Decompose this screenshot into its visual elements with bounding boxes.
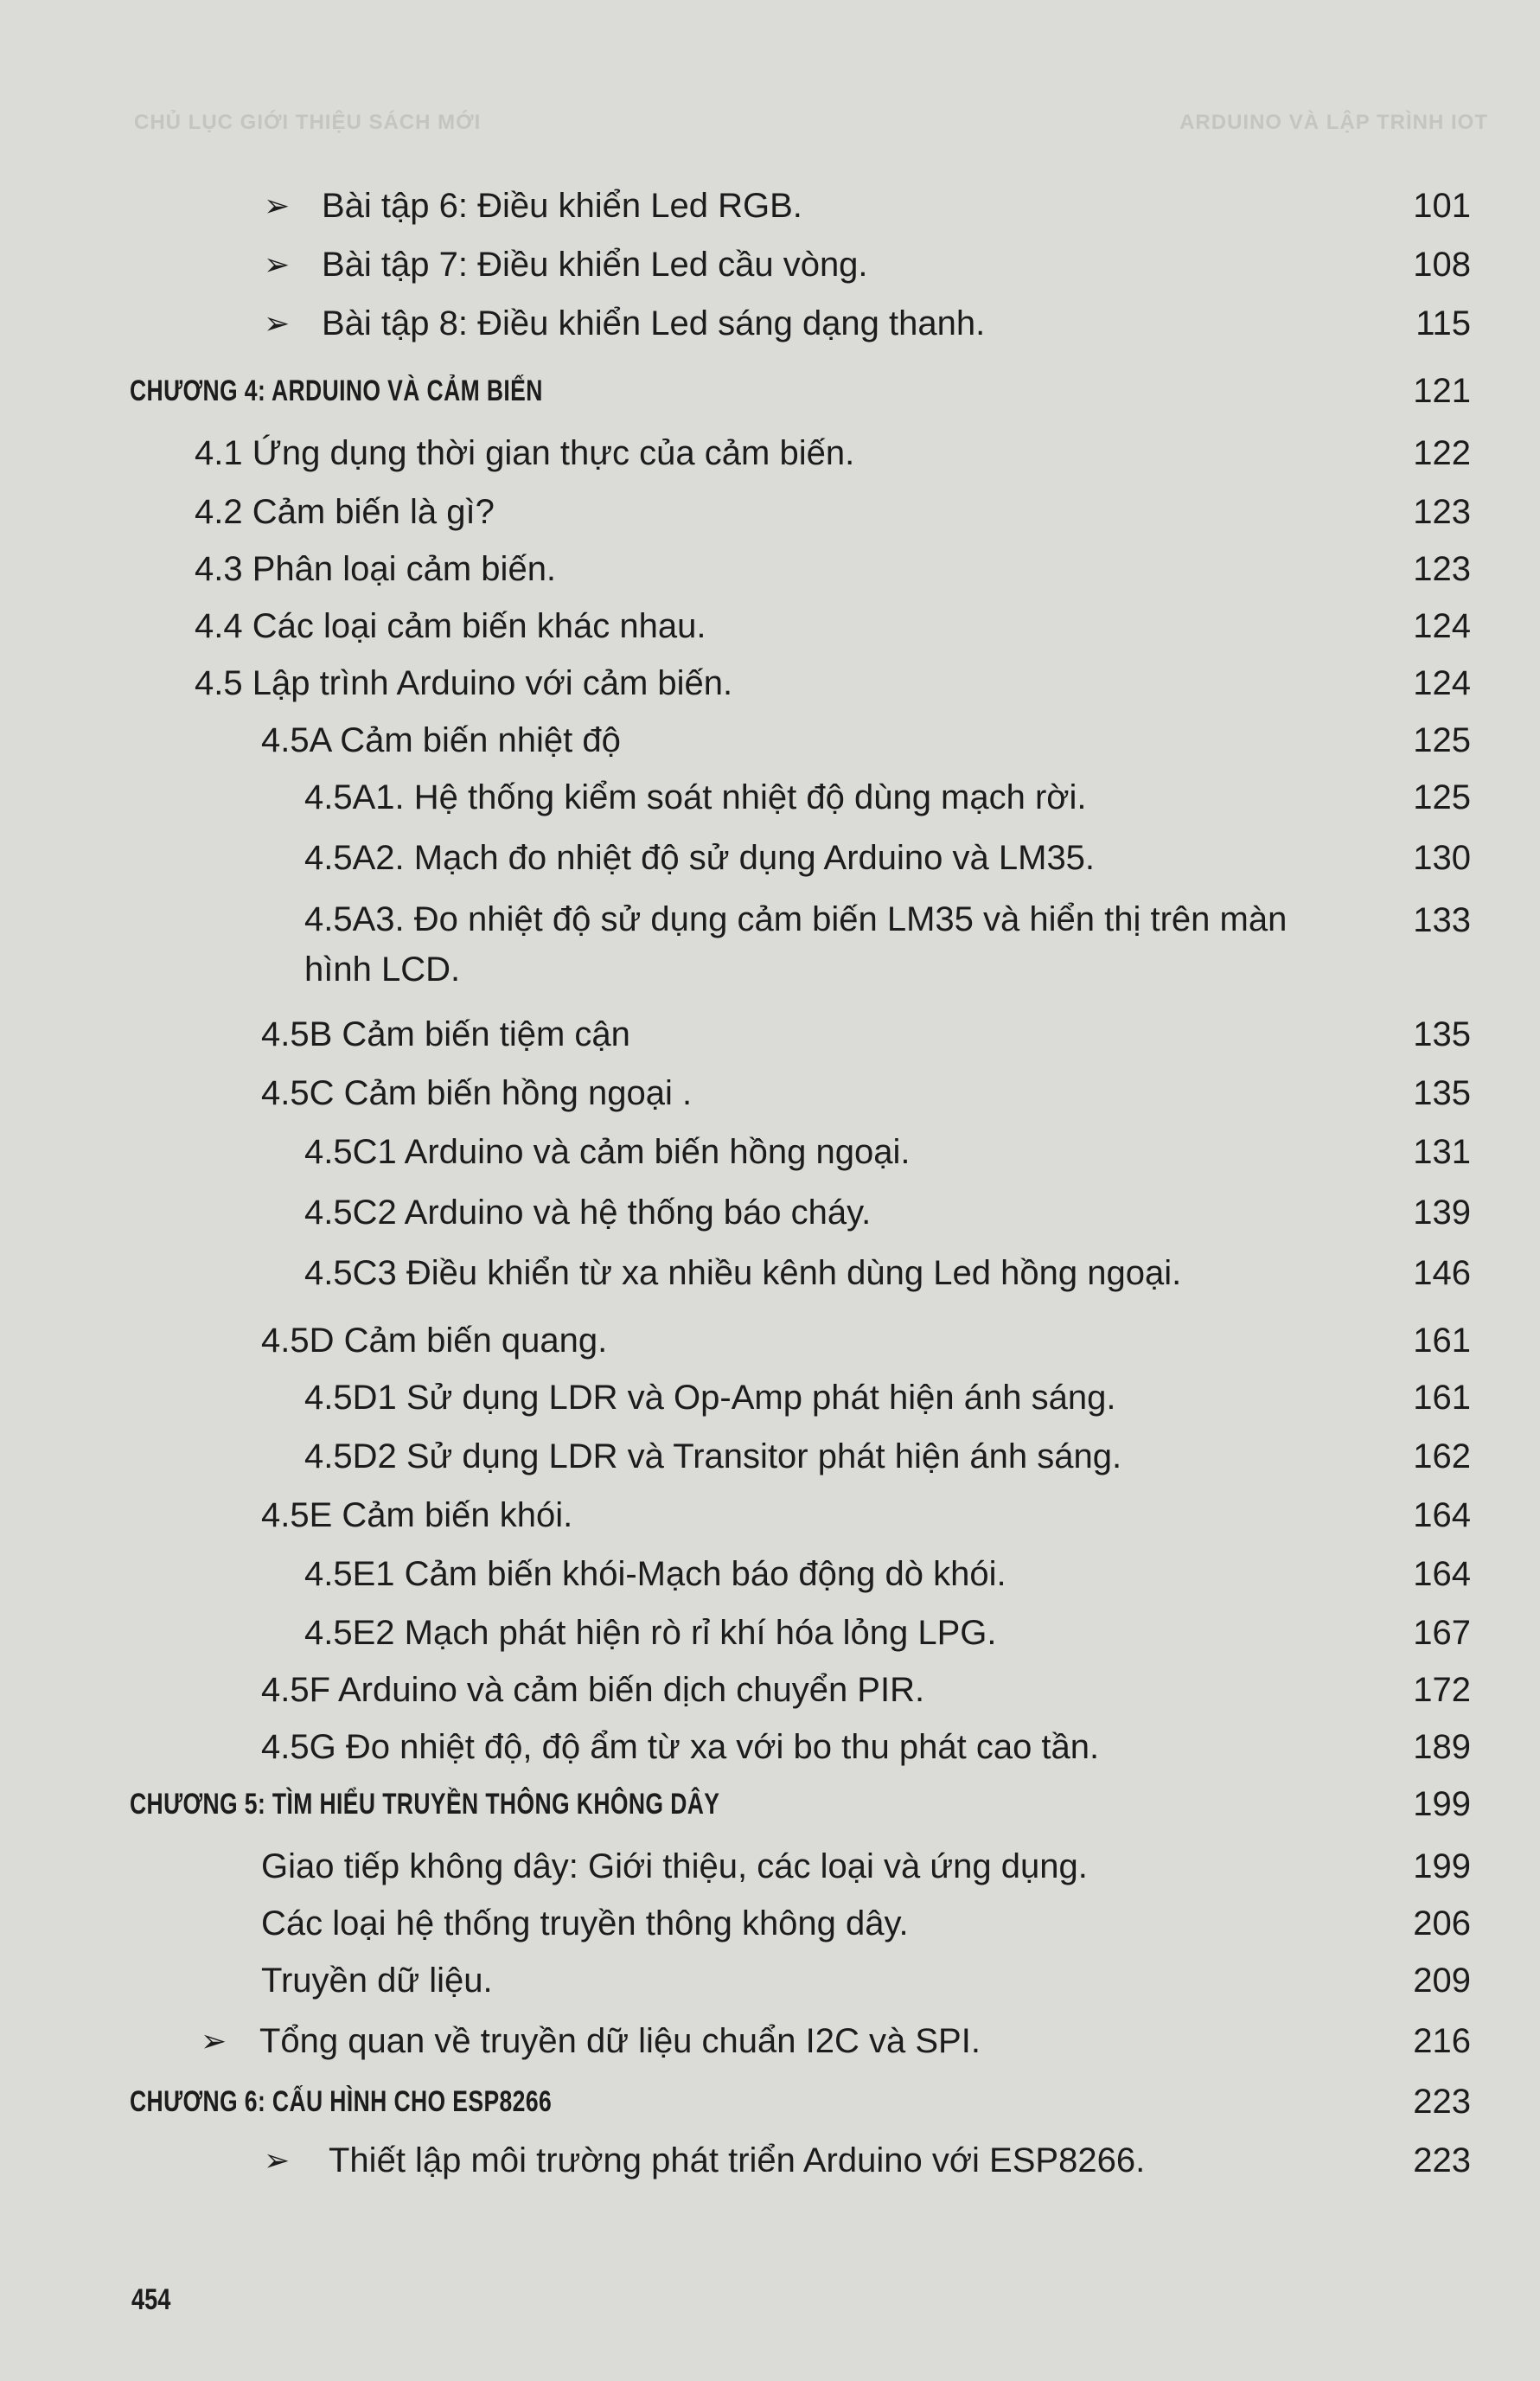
toc-entry <box>0 2015 1540 2067</box>
toc-entry-page: 216 <box>1413 2022 1471 2060</box>
toc-entry <box>0 1489 1540 1541</box>
toc-entry-page: 167 <box>1413 1614 1471 1652</box>
toc-entry-page: 135 <box>1413 1074 1471 1112</box>
toc-entry-page: 125 <box>1413 778 1471 816</box>
toc-entry-page: 124 <box>1413 607 1471 645</box>
toc-entry-title: Thiết lập môi trường phát triển Arduino với ESP8266. <box>329 2141 1146 2179</box>
toc-entry <box>0 1898 1540 1949</box>
toc-entry-title: 4.4 Các loại cảm biến khác nhau. <box>195 607 706 645</box>
running-header-right: ARDUINO VÀ LẬP TRÌNH IOT <box>1179 111 1488 134</box>
toc-entry <box>0 832 1540 884</box>
toc-entry-title: Truyền dữ liệu. <box>261 1962 493 2000</box>
toc-entry-page: 133 <box>1413 901 1471 939</box>
toc-entry-title: 4.5D1 Sử dụng LDR và Op-Amp phát hiện ánh sáng. <box>304 1379 1116 1417</box>
toc-entry <box>0 894 1540 998</box>
toc-entry-page: 199 <box>1413 1785 1471 1823</box>
toc-entry <box>0 1315 1540 1367</box>
toc-entry <box>0 1955 1540 2007</box>
toc-entry <box>0 486 1540 538</box>
toc-entry <box>0 714 1540 766</box>
chapter-title: CHƯƠNG 5: TÌM HIỂU TRUYỀN THÔNG KHÔNG DÂY <box>130 1788 720 1821</box>
toc-entry <box>0 1840 1540 1892</box>
toc-entry <box>0 771 1540 823</box>
toc-entry <box>0 427 1540 479</box>
toc-entry-title: 4.5A2. Mạch đo nhiệt độ sử dụng Arduino và LM35. <box>304 839 1096 877</box>
toc-entry-title: 4.5A1. Hệ thống kiểm soát nhiệt độ dùng mạch rời. <box>304 778 1087 816</box>
toc-entry-title: 4.5E2 Mạch phát hiện rò rỉ khí hóa lỏng LPG. <box>304 1614 997 1652</box>
toc-entry <box>0 298 1540 349</box>
toc-entry-page: 172 <box>1413 1671 1471 1709</box>
toc-entry <box>0 1607 1540 1659</box>
toc-entry-page: 206 <box>1413 1904 1471 1943</box>
toc-entry-page: 161 <box>1413 1379 1471 1417</box>
chapter-title: CHƯƠNG 6: CẤU HÌNH CHO ESP8266 <box>130 2085 553 2118</box>
toc-entry-page: 125 <box>1413 721 1471 759</box>
running-header-left: CHỦ LỤC GIỚI THIỆU SÁCH MỚI <box>134 111 482 134</box>
toc-chapter-heading <box>0 1778 1540 1830</box>
toc-entry-page: 130 <box>1413 839 1471 877</box>
toc-entry <box>0 239 1540 291</box>
toc-entry-title: 4.1 Ứng dụng thời gian thực của cảm biến. <box>195 434 855 472</box>
toc-entry-page: 199 <box>1413 1847 1471 1885</box>
toc-entry-page: 223 <box>1413 2141 1471 2179</box>
toc-entry-page: 115 <box>1415 304 1471 342</box>
toc-entry-title: Giao tiếp không dây: Giới thiệu, các loại và ứng dụng. <box>261 1847 1088 1885</box>
toc-entry <box>0 180 1540 232</box>
toc-entry-page: 189 <box>1413 1728 1471 1766</box>
toc-entry <box>0 1126 1540 1178</box>
toc-entry <box>0 1721 1540 1773</box>
toc-entry-title: 4.5G Đo nhiệt độ, độ ẩm từ xa với bo thu phát cao tần. <box>261 1728 1100 1766</box>
arrow-bullet-icon: ➢ <box>201 2023 227 2058</box>
toc-entry-page: 146 <box>1413 1254 1471 1292</box>
toc-entry-title: 4.2 Cảm biến là gì? <box>195 493 495 531</box>
toc-entry-page: 223 <box>1413 2083 1471 2121</box>
toc-entry <box>0 1187 1540 1239</box>
toc-entry-page: 121 <box>1413 372 1471 410</box>
toc-entry-page: 161 <box>1413 1322 1471 1360</box>
toc-entry-page: 124 <box>1413 664 1471 702</box>
toc-entry-page: 135 <box>1413 1015 1471 1053</box>
toc-entry-title: 4.5C1 Arduino và cảm biến hồng ngoại. <box>304 1133 911 1171</box>
toc-entry <box>0 1431 1540 1482</box>
toc-entry-title: 4.5D2 Sử dụng LDR và Transitor phát hiện ánh sáng. <box>304 1437 1122 1475</box>
toc-entry-title: Bài tập 8: Điều khiển Led sáng dạng thanh. <box>322 304 986 342</box>
toc-entry-title: 4.5A Cảm biến nhiệt độ <box>261 721 621 759</box>
toc-entry-title: 4.5D Cảm biến quang. <box>261 1322 608 1360</box>
toc-entry-page: 101 <box>1413 187 1471 225</box>
toc-entry-page: 164 <box>1413 1496 1471 1534</box>
toc-entry-page: 162 <box>1413 1437 1471 1475</box>
toc-entry-title: Bài tập 6: Điều khiển Led RGB. <box>322 187 802 225</box>
arrow-bullet-icon: ➢ <box>264 188 291 223</box>
toc-entry-title: 4.5E1 Cảm biến khói-Mạch báo động dò khói. <box>304 1555 1006 1593</box>
toc-entry <box>0 1372 1540 1424</box>
page-number: 454 <box>131 2283 171 2316</box>
toc-entry <box>0 1008 1540 1060</box>
toc-entry-page: 139 <box>1413 1194 1471 1232</box>
toc-entry-page: 123 <box>1413 493 1471 531</box>
toc-entry-page: 164 <box>1413 1555 1471 1593</box>
toc-entry-title: Bài tập 7: Điều khiển Led cầu vòng. <box>322 246 868 284</box>
toc-entry-title: 4.5C3 Điều khiển từ xa nhiều kênh dùng Led hồng ngoại. <box>304 1254 1182 1292</box>
toc-entry-title: 4.5B Cảm biến tiệm cận <box>261 1015 630 1053</box>
toc-chapter-heading <box>0 365 1540 417</box>
toc-entry-page: 123 <box>1413 550 1471 588</box>
chapter-title: CHƯƠNG 4: ARDUINO VÀ CẢM BIẾN <box>130 374 543 407</box>
toc-entry-title: 4.5F Arduino và cảm biến dịch chuyển PIR. <box>261 1671 925 1709</box>
toc-entry <box>0 1664 1540 1716</box>
toc-chapter-heading <box>0 2076 1540 2128</box>
toc-entry-title: 4.5E Cảm biến khói. <box>261 1496 573 1534</box>
toc-entry <box>0 600 1540 652</box>
toc-entry-title: 4.5C2 Arduino và hệ thống báo cháy. <box>304 1194 872 1232</box>
toc-entry <box>0 2135 1540 2186</box>
toc-entry-title: 4.5C Cảm biến hồng ngoại . <box>261 1074 693 1112</box>
toc-entry-title: 4.5A3. Đo nhiệt độ sử dụng cảm biến LM35 và hiển thị trên màn hình LCD. <box>304 900 1288 989</box>
toc-entry-page: 131 <box>1413 1133 1471 1171</box>
arrow-bullet-icon: ➢ <box>264 2142 291 2178</box>
toc-entry-page: 209 <box>1413 1962 1471 2000</box>
arrow-bullet-icon: ➢ <box>264 305 291 341</box>
toc-entry <box>0 1247 1540 1299</box>
toc-entry-title: 4.3 Phân loại cảm biến. <box>195 550 557 588</box>
toc-entry <box>0 1067 1540 1119</box>
toc-entry <box>0 657 1540 709</box>
toc-entry-page: 108 <box>1413 246 1471 284</box>
arrow-bullet-icon: ➢ <box>264 246 291 282</box>
toc-entry <box>0 543 1540 595</box>
toc-entry-page: 122 <box>1413 434 1471 472</box>
toc-entry <box>0 1548 1540 1600</box>
toc-entry-title: Tổng quan về truyền dữ liệu chuẩn I2C và SPI. <box>259 2022 981 2060</box>
toc-entry-title: Các loại hệ thống truyền thông không dây. <box>261 1904 909 1943</box>
toc-entry-title: 4.5 Lập trình Arduino với cảm biến. <box>195 664 733 702</box>
